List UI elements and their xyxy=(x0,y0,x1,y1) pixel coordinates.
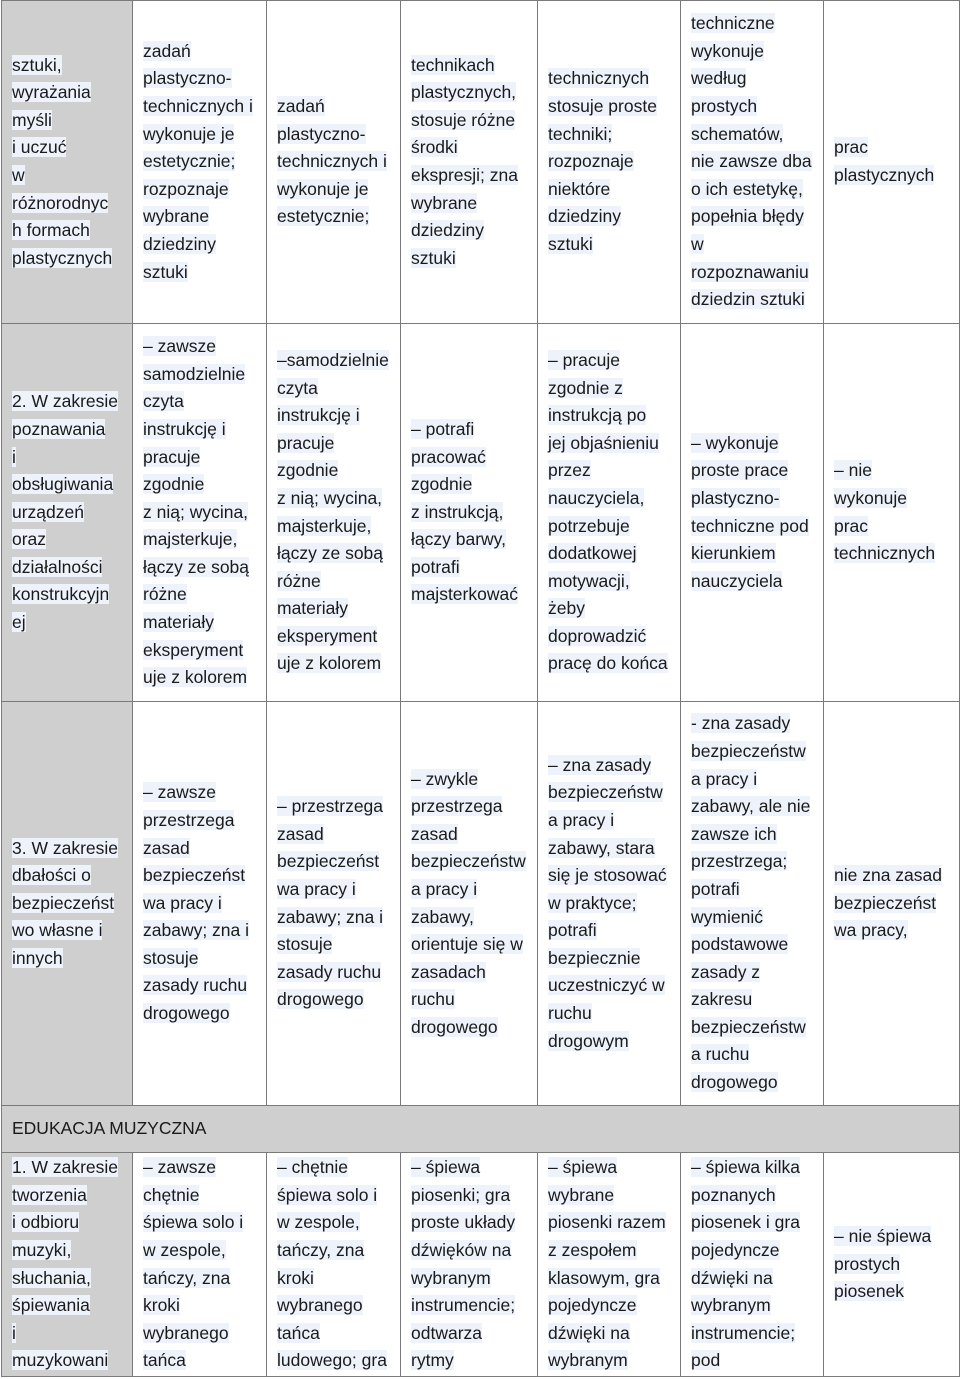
cell-text: – pracuje zgodnie z instrukcją po jej objaśnieniu przez nauczyciela, potrzebuje dodatkowej motywacji, żeby doprowadzić pracę do końca xyxy=(548,349,668,674)
table-cell xyxy=(824,1153,960,1377)
table-row xyxy=(2,1,960,324)
table-row xyxy=(2,702,960,1106)
table-row xyxy=(2,1153,960,1377)
cell-text: – zawsze samodzielnie czyta instrukcję i pracuje zgodnie z nią; wycina, majsterkuje, łączy ze sobą różne materiały eksperyment uje z kolorem xyxy=(143,336,250,688)
section-header-row xyxy=(2,1106,960,1153)
cell-text: zadań plastyczno- technicznych i wykonuje je estetycznie; xyxy=(277,96,387,227)
cell-text: – nie śpiewa prostych piosenek xyxy=(834,1226,932,1302)
table-cell xyxy=(824,1,960,324)
table-cell xyxy=(538,1,681,324)
cell-text: – chętnie śpiewa solo i w zespole, tańczy, zna kroki wybranego tańca ludowego; gra xyxy=(277,1157,387,1371)
cell-text: – zna zasady bezpieczeństw a pracy i zabawy, stara się je stosować w praktyce; potrafi bezpiecznie uczestniczyć w ruchu drogowym xyxy=(548,754,667,1051)
table-cell xyxy=(133,1,267,324)
table-cell xyxy=(267,324,401,702)
cell-text: – potrafi pracować zgodnie z instrukcją, łączy barwy, potrafi majsterkować xyxy=(411,418,518,605)
table-cell xyxy=(824,324,960,702)
cell-text: technicznych stosuje proste techniki; rozpoznaje niektóre dziedziny sztuki xyxy=(548,68,657,254)
cell-text: – wykonuje proste prace plastyczno- techniczne pod kierunkiem nauczyciela xyxy=(691,432,809,591)
table-cell xyxy=(267,1,401,324)
cell-text: – zawsze chętnie śpiewa solo i w zespole, tańczy, zna kroki wybranego tańca xyxy=(143,1157,244,1371)
row-category xyxy=(2,1,133,324)
cell-text: – przestrzega zasad bezpieczeńst wa pracy i zabawy; zna i stosuje zasady ruchu drogowego xyxy=(277,796,384,1010)
table-cell xyxy=(681,1,824,324)
table-cell xyxy=(401,1,538,324)
cell-text: sztuki, wyrażania myśli i uczuć w różnorodnyc h formach plastycznych xyxy=(12,54,113,268)
cell-text: zadań plastyczno- technicznych i wykonuje je estetycznie; rozpoznaje wybrane dziedziny sztuki xyxy=(143,40,253,282)
cell-text: – śpiewa wybrane piosenki razem z zespołem klasowym, gra pojedyncze dźwięki na wybranym xyxy=(548,1157,666,1371)
table-cell xyxy=(681,702,824,1106)
table-cell xyxy=(538,702,681,1106)
table-row xyxy=(2,324,960,702)
cell-text: prac plastycznych xyxy=(834,137,935,185)
table-cell xyxy=(267,702,401,1106)
cell-text: – śpiewa piosenki; gra proste układy dźwięków na wybranym instrumencie; odtwarza rytmy xyxy=(411,1157,516,1371)
section-title xyxy=(2,1106,960,1153)
table-cell xyxy=(681,324,824,702)
cell-text: – śpiewa kilka poznanych piosenek i gra pojedyncze dźwięki na wybranym instrumencie; pod xyxy=(691,1157,800,1371)
cell-text: - zna zasady bezpieczeństw a pracy i zabawy, ale nie zawsze ich przestrzega; potrafi wymienić podstawowe zasady z zakresu bezpieczeństw a ruchu drogowego xyxy=(691,713,811,1093)
cell-text: –samodzielnie czyta instrukcję i pracuje zgodnie z nią; wycina, majsterkuje, łączy ze sobą różne materiały eksperyment uje z kolorem xyxy=(277,349,389,674)
row-category xyxy=(2,702,133,1106)
table-cell xyxy=(401,1153,538,1377)
table-cell xyxy=(538,1153,681,1377)
cell-text: 3. W zakresie dbałości o bezpieczeńst wo własne i innych xyxy=(12,837,118,968)
row-category xyxy=(2,324,133,702)
table-cell xyxy=(401,702,538,1106)
cell-text: – nie wykonuje prac technicznych xyxy=(834,460,936,564)
cell-text: nie zna zasad bezpieczeńst wa pracy, xyxy=(834,865,942,941)
table-cell xyxy=(133,324,267,702)
section-title-text: EDUKACJA MUZYCZNA xyxy=(12,1118,207,1139)
table-cell xyxy=(824,702,960,1106)
table-cell xyxy=(681,1153,824,1377)
cell-text: – zawsze przestrzega zasad bezpieczeńst wa pracy i zabawy; zna i stosuje zasady ruchu drogowego xyxy=(143,782,250,1024)
assessment-table xyxy=(1,0,960,1377)
cell-text: 2. W zakresie poznawania i obsługiwania urządzeń oraz działalności konstrukcyjn ej xyxy=(12,391,118,633)
cell-text: technikach plastycznych, stosuje różne środki ekspresji; zna wybrane dziedziny sztuki xyxy=(411,54,518,268)
cell-text: – zwykle przestrzega zasad bezpieczeństw a pracy i zabawy, orientuje się w zasadach ruchu drogowego xyxy=(411,768,526,1037)
row-category xyxy=(2,1153,133,1377)
table-cell xyxy=(538,324,681,702)
cell-text: techniczne wykonuje według prostych schematów, nie zawsze dba o ich estetykę, popełnia błędy w rozpoznawaniu dziedzin sztuki xyxy=(691,13,812,310)
table-cell xyxy=(133,1153,267,1377)
table-cell xyxy=(133,702,267,1106)
table-cell xyxy=(401,324,538,702)
cell-text: 1. W zakresie tworzenia i odbioru muzyki, słuchania, śpiewania i muzykowani xyxy=(12,1157,118,1371)
table-cell xyxy=(267,1153,401,1377)
